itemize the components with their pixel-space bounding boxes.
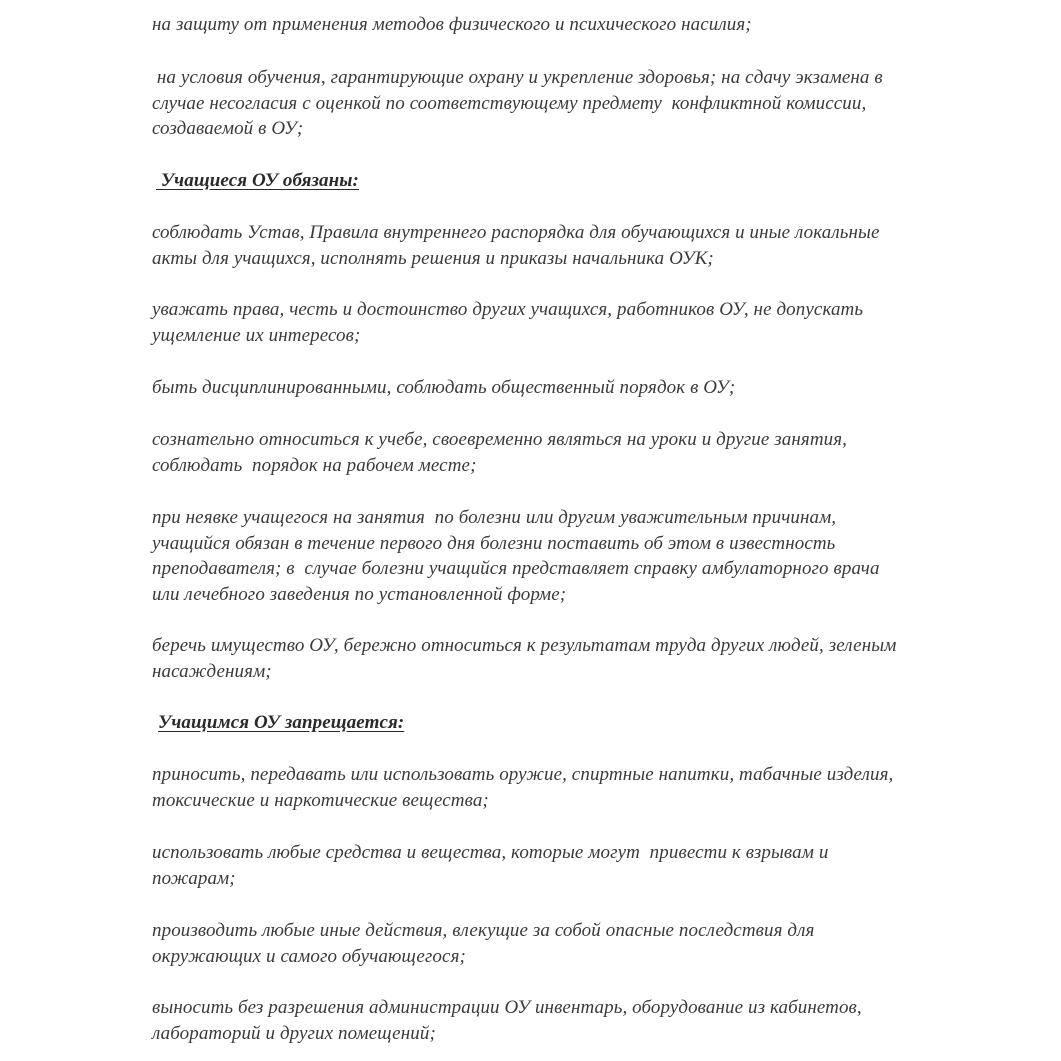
prohibitions-heading: [158, 710, 1008, 736]
rights-item: [152, 12, 1002, 38]
text-line: лабораторий и других помещений;: [152, 1022, 436, 1044]
text-line: выносить без разрешения администрации ОУ инвентарь, оборудование из кабинетов,: [152, 997, 862, 1018]
text-line: на условия обучения, гарантирующие охрану и укрепление здоровья; на сдачу экзамена в: [152, 67, 883, 88]
text-line: на защиту от применения методов физического и психического насилия;: [152, 14, 752, 35]
text-line: использовать любые средства и вещества, которые могут привести к взрывам и: [152, 842, 829, 863]
text-line: уважать права, честь и достоинство других учащихся, работников ОУ, не допускать: [152, 299, 864, 320]
prohibition-item: [152, 840, 1002, 891]
text-line: приносить, передавать или использовать оружие, спиртные напитки, табачные изделия,: [152, 764, 894, 785]
text-line: при неявке учащегося на занятия по болезни или другим уважительным причинам,: [152, 507, 837, 528]
duty-item: [152, 297, 1002, 348]
prohibitions-heading-text: Учащимся ОУ запрещается:: [158, 712, 405, 733]
duty-item: [152, 427, 1002, 478]
text-line: соблюдать порядок на рабочем месте;: [152, 454, 477, 476]
duty-item: [152, 633, 1002, 684]
text-line: акты для учащихся, исполнять решения и приказы начальника ОУК;: [152, 247, 714, 269]
duty-item: [152, 505, 1002, 607]
text-line: пожарам;: [152, 867, 236, 889]
text-line: ущемление их интересов;: [152, 324, 361, 346]
duty-item: [152, 220, 1002, 271]
text-line: или лечебного заведения по установленной форме;: [152, 583, 567, 605]
text-line: соблюдать Устав, Правила внутреннего распорядка для обучающихся и иные локальные: [152, 222, 880, 243]
text-line: преподавателя; в случае болезни учащийся представляет справку амбулаторного врача: [152, 558, 880, 580]
duty-item: [152, 375, 1002, 401]
prohibition-item: [152, 762, 1002, 813]
text-line: производить любые иные действия, влекущие за собой опасные последствия для: [152, 920, 815, 941]
duties-heading-text: Учащиеся ОУ обязаны:: [156, 170, 359, 191]
rights-item: [152, 65, 1002, 142]
text-line: создаваемой в ОУ;: [152, 118, 304, 140]
text-line: насаждениям;: [152, 660, 272, 682]
text-line: окружающих и самого обучающегося;: [152, 945, 466, 967]
text-line: сознательно относиться к учебе, своевременно являться на уроки и другие занятия,: [152, 429, 848, 450]
duties-heading: [156, 168, 1006, 194]
text-line: токсические и наркотические вещества;: [152, 789, 489, 811]
prohibition-item: [152, 995, 1002, 1046]
text-line: быть дисциплинированными, соблюдать общественный порядок в ОУ;: [152, 377, 736, 398]
text-line: беречь имущество ОУ, бережно относиться к результатам труда других людей, зеленым: [152, 635, 897, 656]
text-line: учащийся обязан в течение первого дня болезни поставить об этом в известность: [152, 532, 836, 554]
prohibition-item: [152, 918, 1002, 969]
text-line: случае несогласия с оценкой по соответствующему предмету конфликтной комиссии,: [152, 92, 867, 114]
